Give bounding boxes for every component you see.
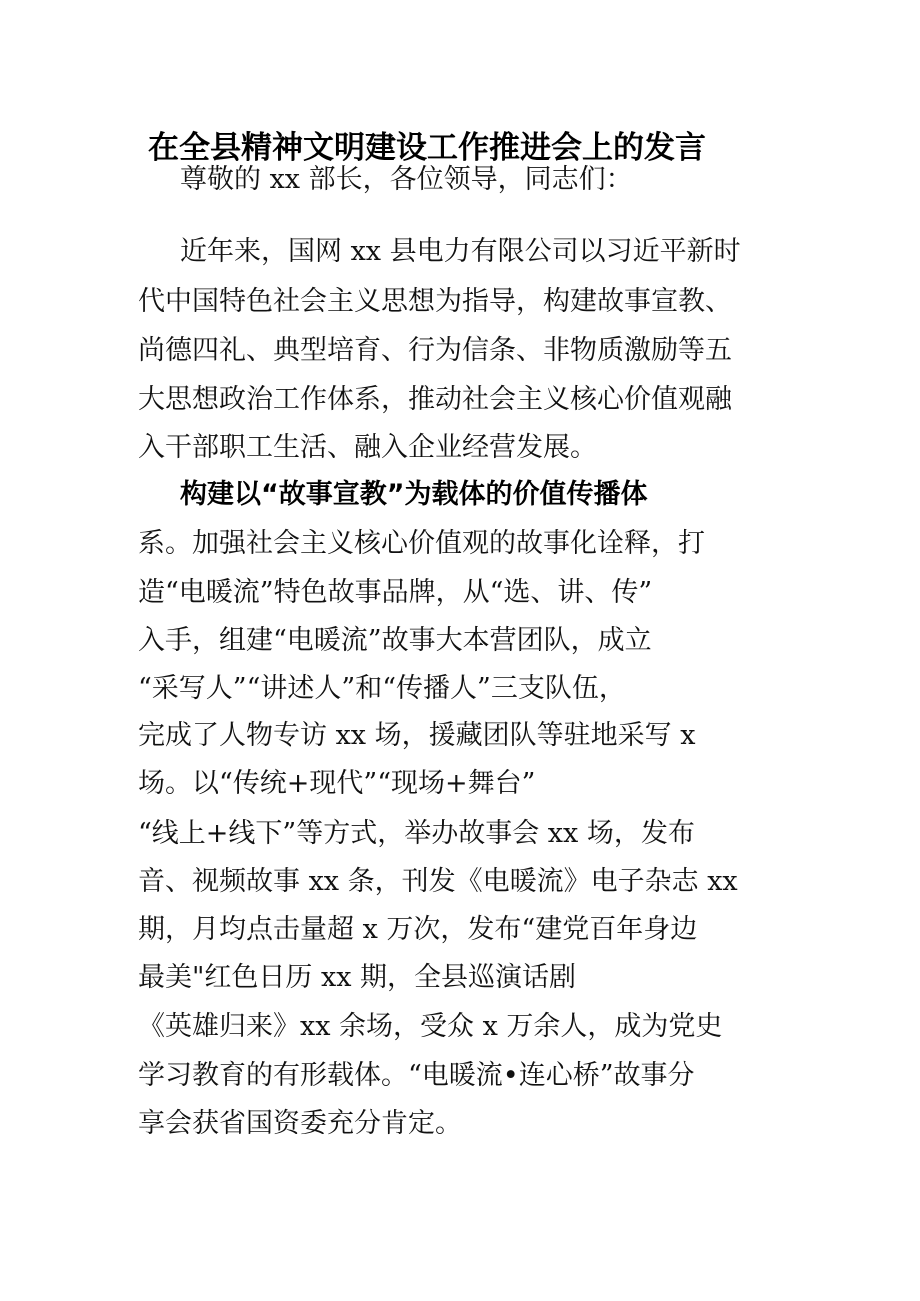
text-line: 享会获省国资委充分肯定。 [138,1108,462,1139]
text-line: 学习教育的有形载体。“电暖流•连心桥”故事分 [138,1060,695,1091]
text-line: 音、视频故事 xx 条，刊发《电暖流》电子杂志 xx [138,866,738,897]
document-title: 在全县精神文明建设工作推进会上的发言 [148,130,706,166]
section-heading: 构建以“故事宣教”为载体的价值传播体 [180,479,648,510]
text-line: 尚德四礼、典型培育、行为信条、非物质激励等五 [138,335,732,366]
text-line: 造“电暖流”特色故事品牌，从“选、讲、传” [138,577,653,608]
text-line: 入手，组建“电暖流”故事大本营团队，成立 [138,625,652,656]
text-line: 期，月均点击量超 x 万次，发布“建党百年身边 [138,914,698,945]
text-line: 系。加强社会主义核心价值观的故事化诠释，打 [138,528,705,559]
text-line: 《英雄归来》xx 余场，受众 x 万余人，成为党史 [138,1011,723,1042]
text-line: 近年来，国网 xx 县电力有限公司以习近平新时 [180,236,741,267]
text-line: 场。以“传统+现代”“现场+舞台” [138,768,536,799]
text-line: “采写人”“讲述人”和“传播人”三支队伍， [138,673,626,704]
text-line: 大思想政治工作体系，推动社会主义核心价值观融 [138,384,732,415]
text-line: 代中国特色社会主义思想为指导，构建故事宣教、 [138,286,732,317]
text-line: 最美"红色日历 xx 期，全县巡演话剧 [138,962,577,993]
text-line: 完成了人物专访 xx 场，援藏团队等驻地采写 x [138,720,696,751]
text-line: 入干部职工生活、融入企业经营发展。 [138,432,597,463]
salutation: 尊敬的 xx 部长，各位领导，同志们： [180,164,633,195]
text-line: “线上+线下”等方式，举办故事会 xx 场，发布 [138,818,695,849]
